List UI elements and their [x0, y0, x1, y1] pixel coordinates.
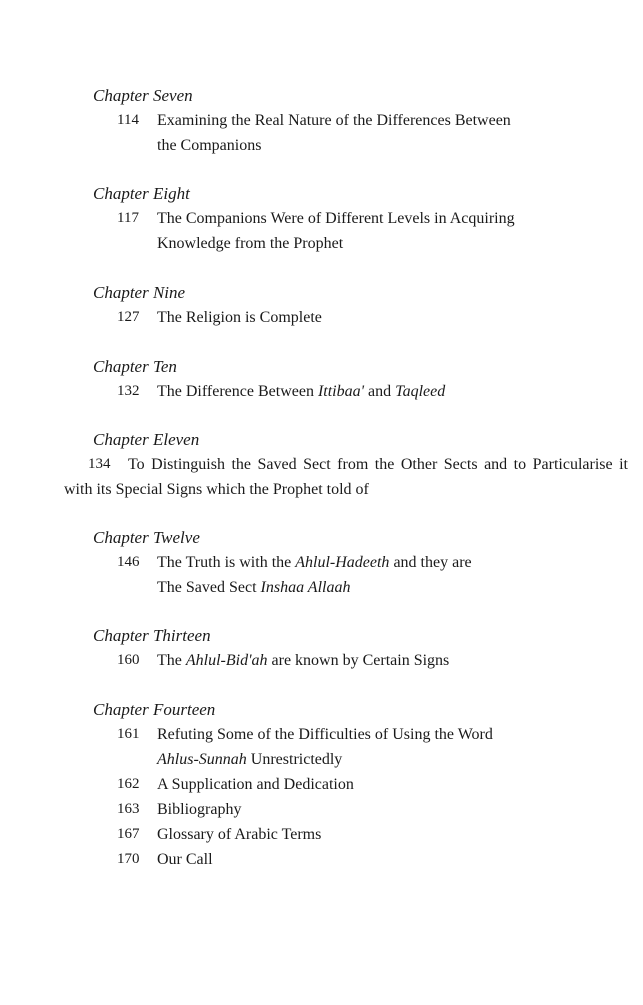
page-number: 167	[117, 826, 140, 842]
entry-text: and	[364, 383, 396, 400]
entry-line	[157, 747, 628, 772]
entry-line: the Companions	[157, 137, 262, 154]
chapter-title: Chapter Fourteen	[93, 700, 216, 719]
chapter-title: Chapter Ten	[93, 357, 177, 376]
arabic-term: Inshaa Allaah	[260, 579, 351, 596]
chapter-title: Chapter Twelve	[93, 528, 200, 547]
arabic-term: Taqleed	[395, 383, 446, 400]
toc-entry[interactable]	[93, 722, 628, 772]
page-number: 161	[117, 726, 140, 742]
entry-text: Unrestrictedly	[246, 751, 343, 768]
entry-line	[157, 648, 628, 673]
entry-line: Knowledge from the Prophet	[157, 235, 344, 252]
entry-line: Our Call	[157, 851, 213, 868]
chapter-ten	[93, 355, 628, 404]
arabic-term: Ahlul-Hadeeth	[295, 554, 390, 571]
entry-line	[157, 575, 628, 600]
arabic-term: Ahlul-Bid'ah	[185, 652, 268, 669]
chapter-title: Chapter Eleven	[93, 430, 200, 449]
page-number: 134	[88, 456, 111, 472]
chapter-twelve	[93, 526, 628, 600]
chapter-title: Chapter Thirteen	[93, 626, 211, 645]
entry-text: are known by Certain Signs	[267, 652, 450, 669]
page-number: 146	[117, 554, 140, 570]
toc-entry[interactable]	[93, 206, 628, 256]
chapter-eleven	[64, 428, 628, 502]
toc-entry[interactable]	[93, 305, 628, 330]
page-number: 162	[117, 776, 140, 792]
arabic-term: Ittibaa'	[317, 383, 365, 400]
toc-entry[interactable]	[93, 797, 628, 822]
entry-line: The Religion is Complete	[157, 309, 322, 326]
entry-text: The Difference Between	[157, 383, 318, 400]
page-number: 163	[117, 801, 140, 817]
page-number: 170	[117, 851, 140, 867]
entry-text: The Saved Sect	[157, 579, 261, 596]
page-number: 127	[117, 309, 140, 325]
toc-entry[interactable]	[93, 550, 628, 600]
entry-line: Examining the Real Nature of the Differences Between	[157, 112, 511, 129]
chapter-seven	[93, 84, 628, 158]
toc-entry[interactable]	[93, 847, 628, 872]
entry-text: The	[157, 652, 186, 669]
entry-line: Refuting Some of the Difficulties of Using the Word	[157, 726, 493, 743]
chapter-title: Chapter Seven	[93, 86, 193, 105]
page-number: 117	[117, 210, 139, 226]
arabic-term: Ahlus-Sunnah	[157, 751, 247, 768]
entry-line: Bibliography	[157, 801, 242, 818]
toc-entry[interactable]	[93, 648, 628, 673]
chapter-nine	[93, 281, 628, 330]
chapter-thirteen	[93, 624, 628, 673]
toc-entry[interactable]	[64, 452, 628, 502]
page-number: 132	[117, 383, 140, 399]
page-number: 114	[117, 112, 139, 128]
chapter-fourteen	[93, 698, 628, 872]
entry-line: Glossary of Arabic Terms	[157, 826, 322, 843]
toc-entry[interactable]	[93, 379, 628, 404]
entry-line: To Distinguish the Saved Sect from the Other Sects and to Particularise it with its Special Signs which the Prophet told of	[64, 456, 628, 498]
chapter-title: Chapter Eight	[93, 184, 190, 203]
toc-entry[interactable]	[93, 108, 628, 158]
entry-text: and they are	[389, 554, 472, 571]
toc-entry[interactable]	[93, 822, 628, 847]
entry-text: The Truth is with the	[157, 554, 296, 571]
chapter-title: Chapter Nine	[93, 283, 186, 302]
toc-entry[interactable]	[93, 772, 628, 797]
page-number: 160	[117, 652, 140, 668]
chapter-eight	[93, 182, 628, 256]
entry-line: A Supplication and Dedication	[157, 776, 354, 793]
entry-line	[157, 379, 628, 404]
entry-line: The Companions Were of Different Levels in Acquiring	[157, 210, 515, 227]
entry-line	[157, 550, 628, 575]
